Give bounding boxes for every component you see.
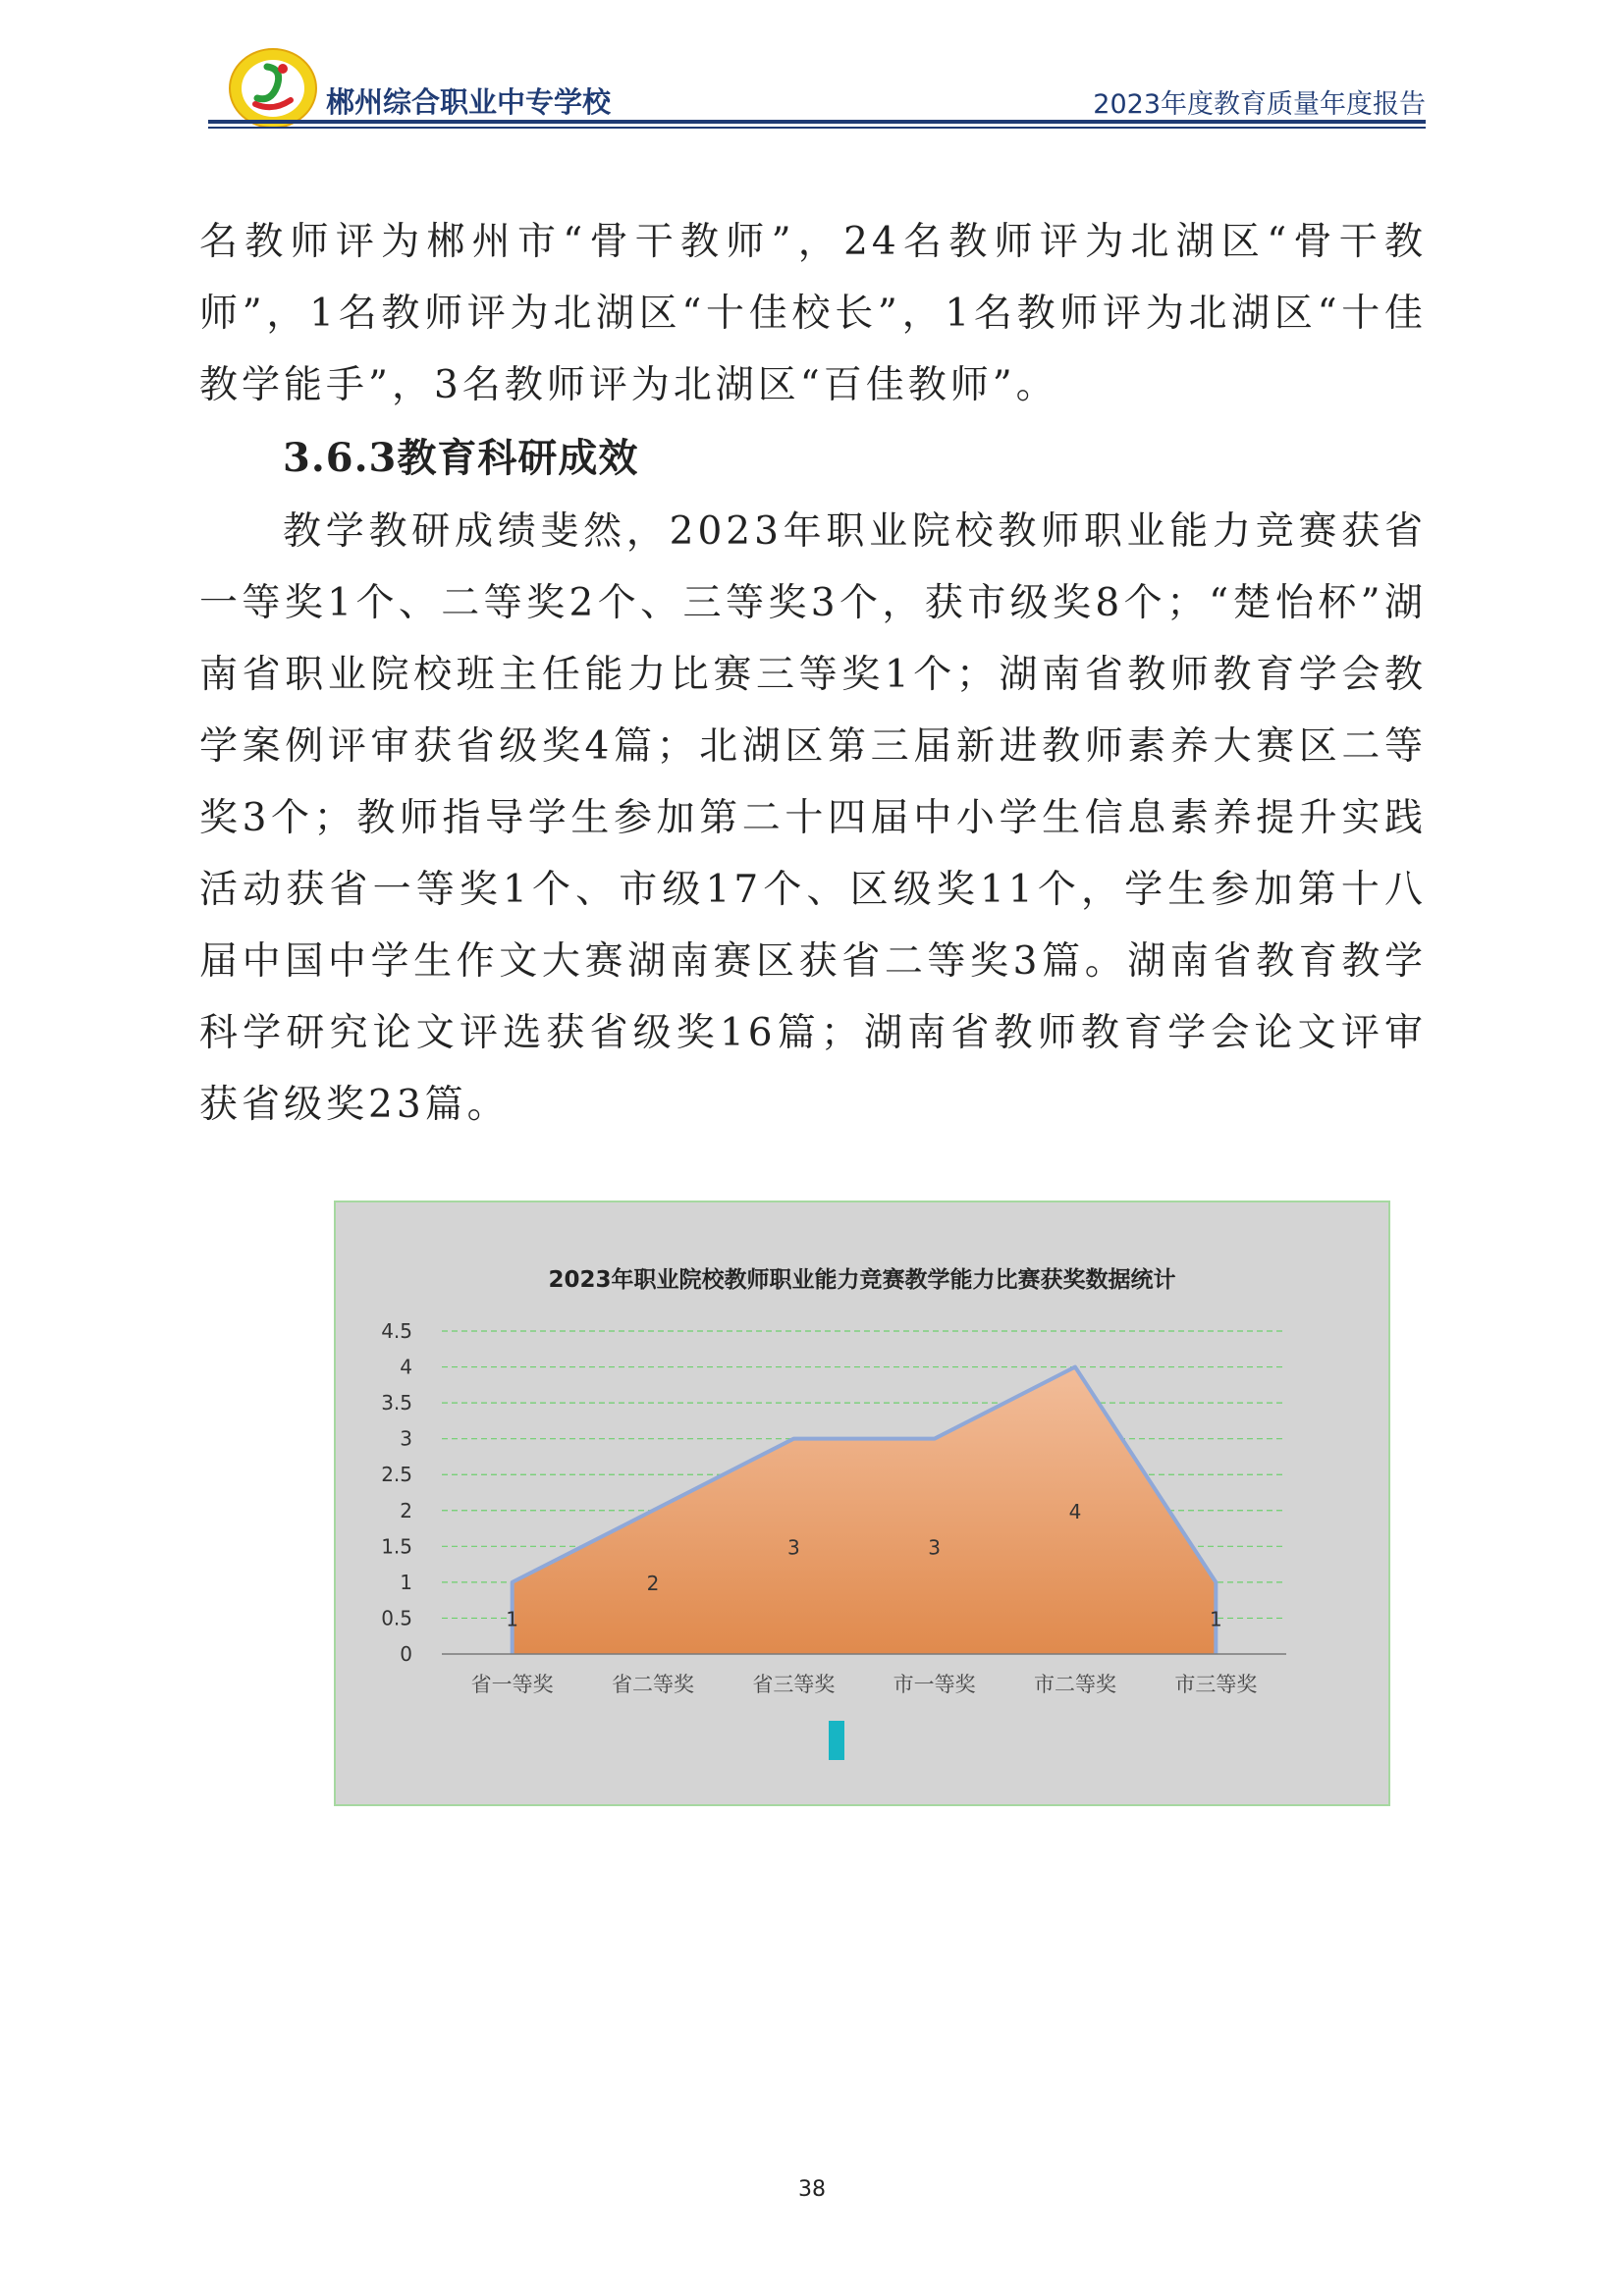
x-tick-label: 市二等奖 bbox=[1034, 1673, 1116, 1696]
x-tick-label: 省三等奖 bbox=[752, 1673, 836, 1696]
x-tick-label: 省二等奖 bbox=[612, 1673, 694, 1696]
data-label: 2 bbox=[646, 1571, 660, 1595]
y-tick-label: 1 bbox=[400, 1570, 412, 1594]
y-tick-label: 0 bbox=[400, 1642, 412, 1666]
award-chart bbox=[334, 1201, 1390, 1806]
y-tick-label: 2.5 bbox=[381, 1463, 412, 1487]
y-tick-label: 2 bbox=[400, 1498, 412, 1522]
data-label: 1 bbox=[1209, 1607, 1222, 1631]
y-tick-label: 3.5 bbox=[381, 1391, 412, 1415]
y-tick-label: 0.5 bbox=[381, 1606, 412, 1630]
y-tick-label: 1.5 bbox=[381, 1534, 412, 1559]
school-logo-icon bbox=[228, 47, 318, 130]
x-tick-label: 省一等奖 bbox=[470, 1673, 554, 1696]
y-tick-label: 4.5 bbox=[381, 1319, 412, 1343]
data-label: 3 bbox=[786, 1535, 800, 1560]
x-tick-label: 市一等奖 bbox=[893, 1673, 976, 1696]
header-rule-thick bbox=[208, 120, 1426, 124]
award-area-chart bbox=[336, 1202, 1388, 1804]
data-label: 1 bbox=[506, 1607, 519, 1631]
legend-swatch bbox=[829, 1721, 844, 1760]
y-tick-label: 4 bbox=[400, 1355, 412, 1379]
page-number: 38 bbox=[798, 2177, 826, 2202]
chart-title: 2023年职业院校教师职业能力竞赛教学能力比赛获奖数据统计 bbox=[548, 1267, 1176, 1293]
report-title: 2023年度教育质量年度报告 bbox=[1093, 89, 1426, 120]
y-tick-label: 3 bbox=[400, 1426, 412, 1451]
x-tick-label: 市三等奖 bbox=[1174, 1673, 1258, 1696]
data-label: 3 bbox=[928, 1535, 942, 1560]
paragraph-research-results: 教学教研成绩斐然，2023年职业院校教师职业能力竞赛获省一等奖1个、二等奖2个、三等奖3个，获市级奖8个；“楚怡杯”湖南省职业院校班主任能力比赛三等奖1个；湖南省教师教育学会教学案例评审获省级奖4篇；北湖区第三届新进教师素养大赛区二等奖3个；教师指导学生参加第二十四届中小学生信息素养提升实践活动获省一等奖1个、市级17个、区级奖11个，学生参加第十八届中国中学生作文大赛湖南赛区获省二等奖3篇。湖南省教育教学科学研究论文评选获省级奖16篇；湖南省教师教育学会论文评审获省级奖23篇。 bbox=[199, 509, 1427, 1127]
header-rule-thin bbox=[208, 127, 1426, 129]
data-label: 4 bbox=[1068, 1499, 1082, 1523]
school-name: 郴州综合职业中专学校 bbox=[326, 85, 612, 119]
area-fill bbox=[513, 1367, 1217, 1654]
page-header bbox=[208, 57, 1426, 126]
section-heading: 3.6.3教育科研成效 bbox=[283, 435, 639, 481]
main-content bbox=[199, 206, 1427, 1141]
paragraph-teacher-honors: 名教师评为郴州市“骨干教师”，24名教师评为北湖区“骨干教师”，1名教师评为北湖区“十佳校长”，1名教师评为北湖区“十佳教学能手”，3名教师评为北湖区“百佳教师”。 bbox=[199, 220, 1427, 407]
